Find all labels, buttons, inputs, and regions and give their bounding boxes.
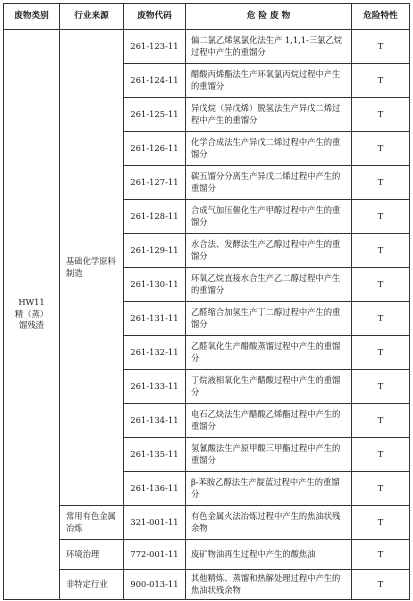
header-characteristic: 危险特性 — [352, 4, 410, 30]
waste-code-cell: 261-136-11 — [124, 472, 186, 506]
hazard-characteristic-cell: T — [352, 268, 410, 302]
waste-code-cell: 261-124-11 — [124, 64, 186, 98]
waste-description-cell: 环氧乙烷直接水合生产乙二醇过程中产生的重馏分 — [186, 268, 352, 302]
waste-description-cell: 丁烷液相氧化生产醋酸过程中产生的重馏分 — [186, 370, 352, 404]
waste-code-cell: 261-134-11 — [124, 404, 186, 438]
hazard-characteristic-cell: T — [352, 166, 410, 200]
waste-description-cell: 合成气加压催化生产甲醇过程中产生的重馏分 — [186, 200, 352, 234]
hazard-characteristic-cell: T — [352, 64, 410, 98]
waste-description-cell: β-苯胺乙醇法生产靛蓝过程中产生的重馏分 — [186, 472, 352, 506]
waste-description-cell: 氢氰酸法生产原甲酸三甲酯过程中产生的重馏分 — [186, 438, 352, 472]
hazardous-waste-table-page — [3, 3, 409, 600]
waste-description-cell: 碳五馏分分离生产异戊二烯过程中产生的重馏分 — [186, 166, 352, 200]
waste-code-cell: 261-133-11 — [124, 370, 186, 404]
waste-code-cell: 261-131-11 — [124, 302, 186, 336]
hazard-characteristic-cell: T — [352, 234, 410, 268]
table-body — [4, 30, 410, 600]
waste-description-cell: 偏二氯乙烯氢氯化法生产 1,1,1-三氯乙烷过程中产生的重馏分 — [186, 30, 352, 64]
hazard-characteristic-cell: T — [352, 98, 410, 132]
industry-source-cell: 基础化学原料制造 — [60, 30, 124, 506]
header-code: 废物代码 — [124, 4, 186, 30]
industry-source-cell: 常用有色金属冶炼 — [60, 506, 124, 540]
waste-description-cell: 醋酸丙烯酯法生产环氧氯丙烷过程中产生的重馏分 — [186, 64, 352, 98]
waste-code-cell: 261-130-11 — [124, 268, 186, 302]
hazard-characteristic-cell: T — [352, 336, 410, 370]
hazard-characteristic-cell: T — [352, 404, 410, 438]
waste-description-cell: 废矿物油再生过程中产生的酸焦油 — [186, 540, 352, 570]
header-waste: 危 险 废 物 — [186, 4, 352, 30]
hazardous-waste-table — [3, 3, 410, 600]
hazard-characteristic-cell: T — [352, 472, 410, 506]
hazard-characteristic-cell: T — [352, 200, 410, 234]
waste-code-cell: 772-001-11 — [124, 540, 186, 570]
table-row — [4, 506, 410, 540]
waste-description-cell: 异戊烷（异戊烯）脱氢法生产异戊二烯过程中产生的重馏分 — [186, 98, 352, 132]
waste-code-cell: 261-128-11 — [124, 200, 186, 234]
hazard-characteristic-cell: T — [352, 540, 410, 570]
header-source: 行业来源 — [60, 4, 124, 30]
waste-category-cell: HW11 精（蒸） 馏残渣 — [4, 30, 60, 600]
table-row — [4, 570, 410, 600]
waste-code-cell: 900-013-11 — [124, 570, 186, 600]
waste-description-cell: 乙醛氧化生产醋酸蒸馏过程中产生的重馏分 — [186, 336, 352, 370]
waste-description-cell: 其他精炼、蒸馏和热解处理过程中产生的焦油状残余物 — [186, 570, 352, 600]
waste-code-cell: 261-125-11 — [124, 98, 186, 132]
waste-code-cell: 261-132-11 — [124, 336, 186, 370]
hazard-characteristic-cell: T — [352, 30, 410, 64]
hazard-characteristic-cell: T — [352, 438, 410, 472]
table-row — [4, 30, 410, 64]
header-category: 废物类别 — [4, 4, 60, 30]
waste-code-cell: 261-126-11 — [124, 132, 186, 166]
hazard-characteristic-cell: T — [352, 370, 410, 404]
industry-source-cell: 环境治理 — [60, 540, 124, 570]
hazard-characteristic-cell: T — [352, 570, 410, 600]
waste-code-cell: 261-129-11 — [124, 234, 186, 268]
waste-description-cell: 有色金属火法冶炼过程中产生的焦油状残余物 — [186, 506, 352, 540]
waste-code-cell: 261-135-11 — [124, 438, 186, 472]
table-header-row — [4, 4, 410, 30]
industry-source-cell: 非特定行业 — [60, 570, 124, 600]
waste-code-cell: 261-127-11 — [124, 166, 186, 200]
waste-description-cell: 化学合成法生产异戊二烯过程中产生的重馏分 — [186, 132, 352, 166]
waste-description-cell: 电石乙炔法生产醋酸乙烯酯过程中产生的重馏分 — [186, 404, 352, 438]
waste-description-cell: 乙醛缩合加氢生产丁二醇过程中产生的重馏分 — [186, 302, 352, 336]
hazard-characteristic-cell: T — [352, 302, 410, 336]
waste-description-cell: 水合法、发酵法生产乙醇过程中产生的重馏分 — [186, 234, 352, 268]
hazard-characteristic-cell: T — [352, 132, 410, 166]
waste-code-cell: 321-001-11 — [124, 506, 186, 540]
hazard-characteristic-cell: T — [352, 506, 410, 540]
table-row — [4, 540, 410, 570]
waste-code-cell: 261-123-11 — [124, 30, 186, 64]
